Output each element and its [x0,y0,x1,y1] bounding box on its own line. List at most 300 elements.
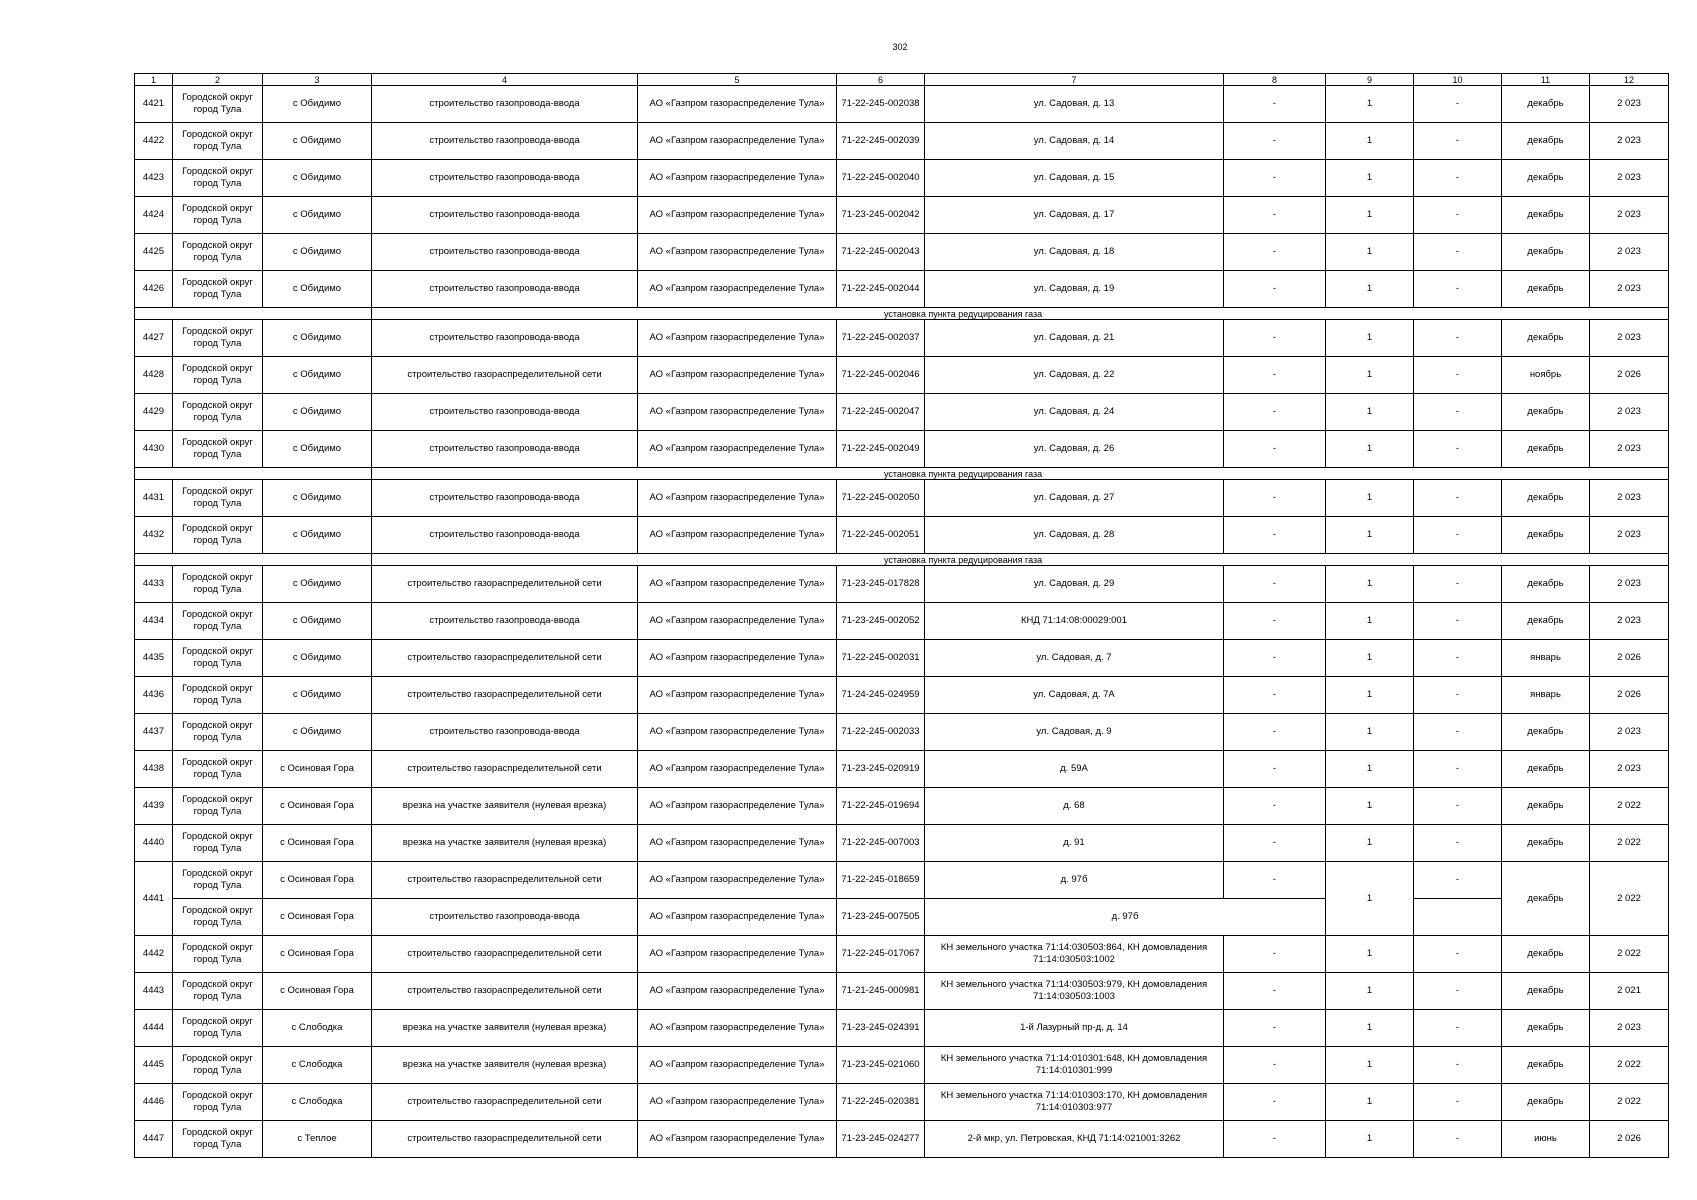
table-row [135,123,1669,160]
table-row [135,480,1669,517]
organization-cell: АО «Газпром газораспределение Тула» [638,86,837,123]
col9-cell: 1 [1326,123,1414,160]
address-cell: 2-й мкр, ул. Петровская, КНД 71:14:021001:3262 [925,1121,1224,1158]
col9-cell: 1 [1326,973,1414,1010]
year-cell: 2 023 [1590,123,1669,160]
organization-cell: АО «Газпром газораспределение Тула» [638,320,837,357]
year-cell: 2 023 [1590,517,1669,554]
organization-cell: АО «Газпром газораспределение Тула» [638,431,837,468]
district-cell: Городской округ город Тула [173,936,263,973]
month-cell: ноябрь [1502,357,1590,394]
col9-cell: 1 [1326,1084,1414,1121]
settlement-cell: с Теплое [263,1121,372,1158]
table-row [135,603,1669,640]
settlement-cell: с Обидимо [263,517,372,554]
work-type-cell: врезка на участке заявителя (нулевая врезка) [372,788,638,825]
work-type-cell: строительство газопровода-ввода [372,234,638,271]
work-type-cell: строительство газораспределительной сети [372,973,638,1010]
settlement-cell: с Обидимо [263,714,372,751]
settlement-cell: с Обидимо [263,566,372,603]
row-number-cell: 4442 [135,936,173,973]
col8-cell: - [1224,714,1326,751]
application-code-cell: 71-22-245-002039 [837,123,925,160]
organization-cell: АО «Газпром газораспределение Тула» [638,123,837,160]
col8-cell: - [1224,480,1326,517]
table-row [135,677,1669,714]
page-number: 302 [892,42,908,52]
address-cell: ул. Садовая, д. 24 [925,394,1224,431]
work-type-cell: строительство газопровода-ввода [372,480,638,517]
address-cell: КН земельного участка 71:14:010301:648, КН домовладения 71:14:010301:999 [925,1047,1224,1084]
work-type-cell: строительство газопровода-ввода [372,160,638,197]
month-cell: январь [1502,640,1590,677]
district-cell: Городской округ город Тула [173,825,263,862]
col9-cell: 1 [1326,566,1414,603]
column-header-9: 9 [1326,74,1414,86]
settlement-cell: с Обидимо [263,271,372,308]
note-blank-cell [135,308,372,320]
organization-cell: АО «Газпром газораспределение Тула» [638,677,837,714]
col9-cell: 1 [1326,431,1414,468]
settlement-cell: с Обидимо [263,394,372,431]
year-cell: 2 021 [1590,973,1669,1010]
year-cell: 2 023 [1590,86,1669,123]
work-type-cell: строительство газораспределительной сети [372,357,638,394]
col10-cell: - [1414,517,1502,554]
month-cell: декабрь [1502,123,1590,160]
district-cell: Городской округ город Тула [173,566,263,603]
district-cell: Городской округ город Тула [173,394,263,431]
address-cell: КН земельного участка 71:14:030503:864, КН домовладения 71:14:030503:1002 [925,936,1224,973]
column-header-11: 11 [1502,74,1590,86]
column-header-5: 5 [638,74,837,86]
address-cell: КН земельного участка 71:14:010303:170, КН домовладения 71:14:010303:977 [925,1084,1224,1121]
district-cell: Городской округ город Тула [173,480,263,517]
address-cell: д. 91 [925,825,1224,862]
address-cell: ул. Садовая, д. 15 [925,160,1224,197]
work-type-cell: строительство газопровода-ввода [372,431,638,468]
col8-cell: - [1224,566,1326,603]
table-row [135,973,1669,1010]
district-cell: Городской округ город Тула [173,123,263,160]
table-row [135,234,1669,271]
year-cell: 2 023 [1590,394,1669,431]
col9-cell: 1 [1326,862,1414,936]
year-cell: 2 022 [1590,825,1669,862]
settlement-cell: с Осиновая Гора [263,788,372,825]
month-cell: июнь [1502,1121,1590,1158]
work-type-cell: строительство газораспределительной сети [372,1121,638,1158]
year-cell: 2 023 [1590,320,1669,357]
col10-cell: - [1414,197,1502,234]
district-cell: Городской округ город Тула [173,234,263,271]
note-blank-cell [135,554,372,566]
settlement-cell: с Слободка [263,1047,372,1084]
organization-cell: АО «Газпром газораспределение Тула» [638,480,837,517]
col8-cell: - [1224,1047,1326,1084]
register-table [134,73,1669,1158]
row-number-cell: 4422 [135,123,173,160]
organization-cell: АО «Газпром газораспределение Тула» [638,862,837,899]
month-cell: декабрь [1502,1047,1590,1084]
year-cell: 2 022 [1590,862,1669,936]
month-cell: декабрь [1502,603,1590,640]
application-code-cell: 71-22-245-007003 [837,825,925,862]
year-cell: 2 023 [1590,751,1669,788]
column-header-1: 1 [135,74,173,86]
application-code-cell: 71-22-245-002049 [837,431,925,468]
row-number-cell: 4427 [135,320,173,357]
work-type-cell: врезка на участке заявителя (нулевая врезка) [372,1010,638,1047]
work-type-cell: строительство газопровода-ввода [372,320,638,357]
month-cell: январь [1502,677,1590,714]
address-cell: ул. Садовая, д. 7 [925,640,1224,677]
application-code-cell: 71-22-245-020381 [837,1084,925,1121]
table-row [135,197,1669,234]
month-cell: декабрь [1502,788,1590,825]
col8-cell: - [1224,517,1326,554]
table-row [135,566,1669,603]
table-row [135,394,1669,431]
table-row [135,640,1669,677]
organization-cell: АО «Газпром газораспределение Тула» [638,160,837,197]
month-cell: декабрь [1502,86,1590,123]
column-header-8: 8 [1224,74,1326,86]
col8-cell: - [1224,197,1326,234]
work-type-cell: строительство газораспределительной сети [372,936,638,973]
col10-cell: - [1414,320,1502,357]
col8-cell: - [1224,123,1326,160]
row-number-cell: 4434 [135,603,173,640]
row-number-cell: 4429 [135,394,173,431]
row-number-cell: 4425 [135,234,173,271]
application-code-cell: 71-22-245-002033 [837,714,925,751]
col8-cell: - [1224,394,1326,431]
table-row [135,788,1669,825]
year-cell: 2 026 [1590,677,1669,714]
col8-cell: - [1224,677,1326,714]
district-cell: Городской округ город Тула [173,862,263,899]
work-type-cell: строительство газопровода-ввода [372,394,638,431]
row-number-cell: 4426 [135,271,173,308]
district-cell: Городской округ город Тула [173,1047,263,1084]
note-row [135,554,1669,566]
column-header-6: 6 [837,74,925,86]
settlement-cell: с Осиновая Гора [263,862,372,899]
address-cell: ул. Садовая, д. 26 [925,431,1224,468]
month-cell: декабрь [1502,197,1590,234]
settlement-cell: с Обидимо [263,234,372,271]
table-row [135,936,1669,973]
organization-cell: АО «Газпром газораспределение Тула» [638,899,837,936]
settlement-cell: с Обидимо [263,197,372,234]
row-number-cell: 4439 [135,788,173,825]
application-code-cell: 71-23-245-020919 [837,751,925,788]
table-row [135,862,1669,899]
work-type-cell: строительство газораспределительной сети [372,640,638,677]
organization-cell: АО «Газпром газораспределение Тула» [638,936,837,973]
work-type-cell: строительство газопровода-ввода [372,197,638,234]
month-cell: декабрь [1502,714,1590,751]
year-cell: 2 023 [1590,480,1669,517]
col8-cell: - [1224,86,1326,123]
col10-cell: - [1414,394,1502,431]
col10-cell [1414,899,1502,936]
col9-cell: 1 [1326,480,1414,517]
application-code-cell: 71-23-245-024391 [837,1010,925,1047]
address-cell: д. 97б [925,899,1326,936]
month-cell: декабрь [1502,234,1590,271]
work-type-cell: строительство газораспределительной сети [372,677,638,714]
year-cell: 2 023 [1590,714,1669,751]
year-cell: 2 023 [1590,566,1669,603]
application-code-cell: 71-22-245-002040 [837,160,925,197]
settlement-cell: с Осиновая Гора [263,899,372,936]
address-cell: КН земельного участка 71:14:030503:979, КН домовладения 71:14:030503:1003 [925,973,1224,1010]
row-number-cell: 4438 [135,751,173,788]
application-code-cell: 71-22-245-017067 [837,936,925,973]
application-code-cell: 71-23-245-002042 [837,197,925,234]
month-cell: декабрь [1502,973,1590,1010]
table-row [135,160,1669,197]
note-text-cell: установка пункта редуцирования газа [372,308,1669,320]
organization-cell: АО «Газпром газораспределение Тула» [638,603,837,640]
note-text-cell: установка пункта редуцирования газа [372,554,1669,566]
organization-cell: АО «Газпром газораспределение Тула» [638,394,837,431]
year-cell: 2 023 [1590,234,1669,271]
month-cell: декабрь [1502,1084,1590,1121]
address-cell: ул. Садовая, д. 21 [925,320,1224,357]
settlement-cell: с Осиновая Гора [263,751,372,788]
settlement-cell: с Осиновая Гора [263,825,372,862]
district-cell: Городской округ город Тула [173,714,263,751]
table-row [135,825,1669,862]
col10-cell: - [1414,357,1502,394]
district-cell: Городской округ город Тула [173,788,263,825]
organization-cell: АО «Газпром газораспределение Тула» [638,271,837,308]
organization-cell: АО «Газпром газораспределение Тула» [638,973,837,1010]
district-cell: Городской округ город Тула [173,899,263,936]
district-cell: Городской округ город Тула [173,357,263,394]
row-number-cell: 4446 [135,1084,173,1121]
district-cell: Городской округ город Тула [173,160,263,197]
col9-cell: 1 [1326,357,1414,394]
application-code-cell: 71-23-245-017828 [837,566,925,603]
col8-cell: - [1224,640,1326,677]
year-cell: 2 022 [1590,788,1669,825]
application-code-cell: 71-23-245-002052 [837,603,925,640]
organization-cell: АО «Газпром газораспределение Тула» [638,1047,837,1084]
work-type-cell: строительство газораспределительной сети [372,1084,638,1121]
table-row [135,271,1669,308]
address-cell: ул. Садовая, д. 29 [925,566,1224,603]
col8-cell: - [1224,788,1326,825]
district-cell: Городской округ город Тула [173,677,263,714]
col8-cell: - [1224,1121,1326,1158]
district-cell: Городской округ город Тула [173,1084,263,1121]
row-number-cell: 4421 [135,86,173,123]
col10-cell: - [1414,480,1502,517]
row-number-cell: 4436 [135,677,173,714]
col9-cell: 1 [1326,234,1414,271]
note-text-cell: установка пункта редуцирования газа [372,468,1669,480]
note-blank-cell [135,468,372,480]
application-code-cell: 71-22-245-002046 [837,357,925,394]
district-cell: Городской округ город Тула [173,271,263,308]
col10-cell: - [1414,1047,1502,1084]
col8-cell: - [1224,1010,1326,1047]
address-cell: ул. Садовая, д. 17 [925,197,1224,234]
month-cell: декабрь [1502,394,1590,431]
organization-cell: АО «Газпром газораспределение Тула» [638,357,837,394]
col8-cell: - [1224,862,1326,899]
work-type-cell: строительство газопровода-ввода [372,603,638,640]
district-cell: Городской округ город Тула [173,640,263,677]
year-cell: 2 023 [1590,197,1669,234]
row-number-cell: 4428 [135,357,173,394]
address-cell: ул. Садовая, д. 19 [925,271,1224,308]
col10-cell: - [1414,1010,1502,1047]
organization-cell: АО «Газпром газораспределение Тула» [638,825,837,862]
col10-cell: - [1414,86,1502,123]
month-cell: декабрь [1502,936,1590,973]
col10-cell: - [1414,862,1502,899]
table-row [135,1121,1669,1158]
district-cell: Городской округ город Тула [173,431,263,468]
table-row [135,431,1669,468]
year-cell: 2 023 [1590,431,1669,468]
district-cell: Городской округ город Тула [173,1121,263,1158]
col10-cell: - [1414,825,1502,862]
col9-cell: 1 [1326,677,1414,714]
year-cell: 2 022 [1590,1047,1669,1084]
settlement-cell: с Обидимо [263,86,372,123]
table-row [135,751,1669,788]
table-row [135,1010,1669,1047]
address-cell: ул. Садовая, д. 14 [925,123,1224,160]
application-code-cell: 71-22-245-018659 [837,862,925,899]
organization-cell: АО «Газпром газораспределение Тула» [638,566,837,603]
col10-cell: - [1414,566,1502,603]
col8-cell: - [1224,271,1326,308]
month-cell: декабрь [1502,1010,1590,1047]
col9-cell: 1 [1326,394,1414,431]
year-cell: 2 022 [1590,1084,1669,1121]
address-cell: 1-й Лазурный пр-д, д. 14 [925,1010,1224,1047]
application-code-cell: 71-22-245-002050 [837,480,925,517]
month-cell: декабрь [1502,431,1590,468]
col9-cell: 1 [1326,1047,1414,1084]
application-code-cell: 71-21-245-000981 [837,973,925,1010]
settlement-cell: с Обидимо [263,603,372,640]
settlement-cell: с Обидимо [263,480,372,517]
application-code-cell: 71-22-245-002044 [837,271,925,308]
district-cell: Городской округ город Тула [173,320,263,357]
table-row [135,899,1669,936]
table-row [135,357,1669,394]
col10-cell: - [1414,1121,1502,1158]
application-code-cell: 71-24-245-024959 [837,677,925,714]
col9-cell: 1 [1326,1010,1414,1047]
application-code-cell: 71-23-245-024277 [837,1121,925,1158]
col10-cell: - [1414,160,1502,197]
col9-cell: 1 [1326,714,1414,751]
organization-cell: АО «Газпром газораспределение Тула» [638,1084,837,1121]
column-header-2: 2 [173,74,263,86]
district-cell: Городской округ город Тула [173,751,263,788]
col9-cell: 1 [1326,640,1414,677]
year-cell: 2 026 [1590,640,1669,677]
organization-cell: АО «Газпром газораспределение Тула» [638,714,837,751]
organization-cell: АО «Газпром газораспределение Тула» [638,1121,837,1158]
row-number-cell: 4437 [135,714,173,751]
column-header-12: 12 [1590,74,1669,86]
year-cell: 2 026 [1590,357,1669,394]
col10-cell: - [1414,271,1502,308]
settlement-cell: с Слободка [263,1010,372,1047]
col9-cell: 1 [1326,825,1414,862]
month-cell: декабрь [1502,320,1590,357]
column-header-7: 7 [925,74,1224,86]
application-code-cell: 71-22-245-002051 [837,517,925,554]
row-number-cell: 4447 [135,1121,173,1158]
row-number-cell: 4441 [135,862,173,936]
address-cell: д. 97б [925,862,1224,899]
row-number-cell: 4440 [135,825,173,862]
year-cell: 2 023 [1590,1010,1669,1047]
district-cell: Городской округ город Тула [173,86,263,123]
col9-cell: 1 [1326,271,1414,308]
work-type-cell: врезка на участке заявителя (нулевая врезка) [372,1047,638,1084]
address-cell: ул. Садовая, д. 13 [925,86,1224,123]
district-cell: Городской округ город Тула [173,973,263,1010]
col9-cell: 1 [1326,603,1414,640]
table-row [135,1047,1669,1084]
column-header-4: 4 [372,74,638,86]
col8-cell: - [1224,751,1326,788]
col9-cell: 1 [1326,160,1414,197]
col9-cell: 1 [1326,936,1414,973]
note-row [135,308,1669,320]
district-cell: Городской округ город Тула [173,1010,263,1047]
organization-cell: АО «Газпром газораспределение Тула» [638,751,837,788]
work-type-cell: строительство газораспределительной сети [372,751,638,788]
col8-cell: - [1224,1084,1326,1121]
table-row [135,714,1669,751]
col9-cell: 1 [1326,1121,1414,1158]
work-type-cell: строительство газораспределительной сети [372,862,638,899]
col10-cell: - [1414,234,1502,271]
col10-cell: - [1414,677,1502,714]
col10-cell: - [1414,431,1502,468]
row-number-cell: 4435 [135,640,173,677]
settlement-cell: с Обидимо [263,320,372,357]
col8-cell: - [1224,431,1326,468]
settlement-cell: с Обидимо [263,431,372,468]
organization-cell: АО «Газпром газораспределение Тула» [638,788,837,825]
district-cell: Городской округ город Тула [173,517,263,554]
address-cell: ул. Садовая, д. 7А [925,677,1224,714]
work-type-cell: строительство газопровода-ввода [372,86,638,123]
address-cell: ул. Садовая, д. 28 [925,517,1224,554]
organization-cell: АО «Газпром газораспределение Тула» [638,517,837,554]
month-cell: декабрь [1502,566,1590,603]
year-cell: 2 022 [1590,936,1669,973]
col8-cell: - [1224,825,1326,862]
note-row [135,468,1669,480]
col10-cell: - [1414,603,1502,640]
settlement-cell: с Обидимо [263,160,372,197]
